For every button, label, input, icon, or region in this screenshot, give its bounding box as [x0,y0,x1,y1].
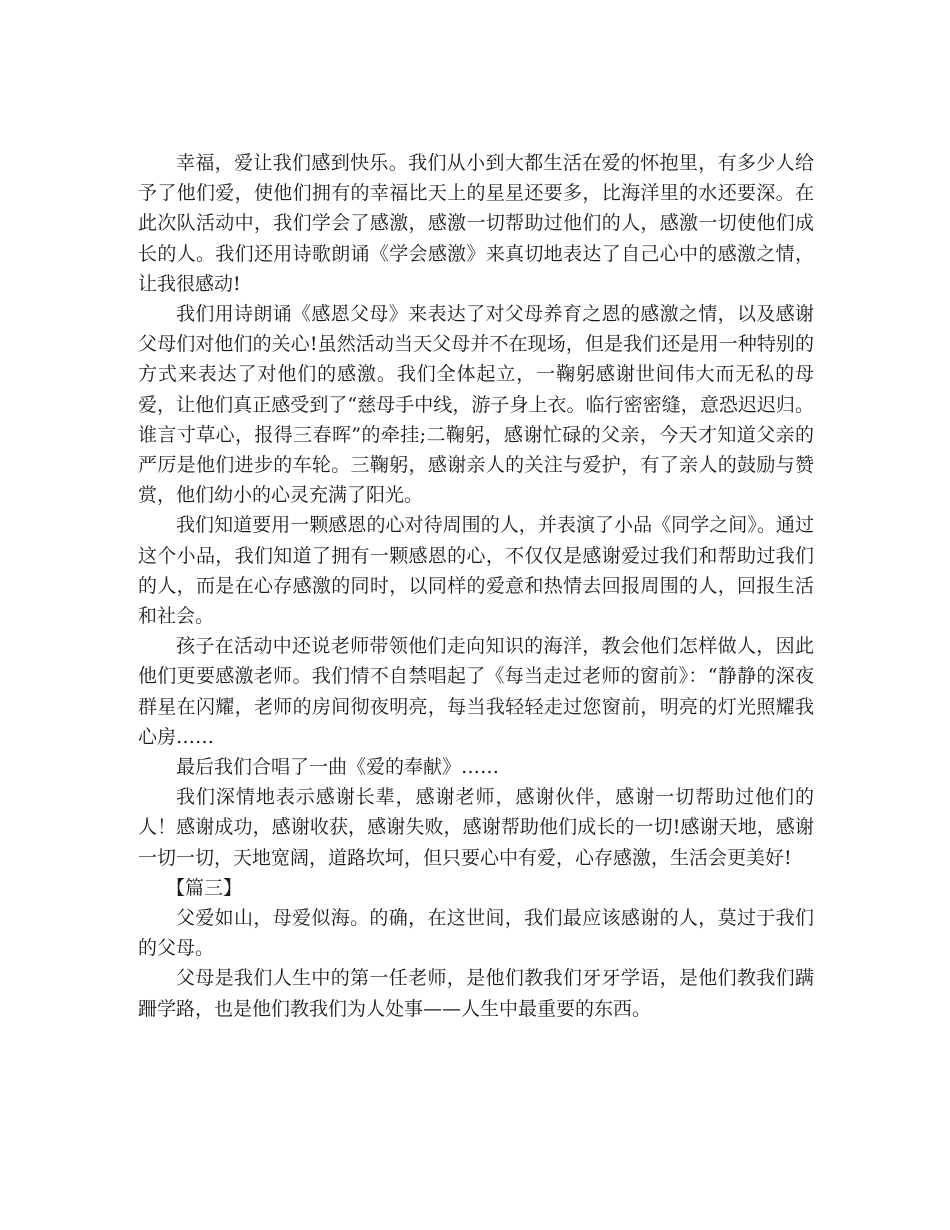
paragraph-1: 幸福，爱让我们感到快乐。我们从小到大都生活在爱的怀抱里，有多少人给予了他们爱，使他们拥有的幸福比天上的星星还要多，比海洋里的水还要深。在此次队活动中，我们学会了感激，感激一切帮助过他们的人，感激一切使他们成长的人。我们还用诗歌朗诵《学会感激》来真切地表达了自己心中的感激之情，让我很感动! [138,152,814,295]
paragraph-7: 父爱如山，母爱似海。的确，在这世间，我们最应该感谢的人，莫过于我们的父母。 [138,907,814,960]
paragraph-4: 孩子在活动中还说老师带领他们走向知识的海洋，教会他们怎样做人，因此他们更要感激老师。我们情不自禁唱起了《每当走过老师的窗前》：“静静的深夜群星在闪耀，老师的房间彻夜明亮，每当我轻轻走过您窗前，明亮的灯光照耀我心房…… [138,635,814,748]
paragraph-8: 父母是我们人生中的第一任老师，是他们教我们牙牙学语，是他们教我们蹒跚学路，也是他们教我们为人处事——人生中最重要的东西。 [138,967,814,1020]
document-body [138,148,814,1024]
paragraph-6: 我们深情地表示感谢长辈，感谢老师，感谢伙伴，感谢一切帮助过他们的人！感谢成功，感谢收获，感谢失败，感谢帮助他们成长的一切!感谢天地，感谢一切一切，天地宽阔，道路坎坷，但只要心中有爱，心存感激，生活会更美好! [138,786,814,869]
paragraph-3: 我们知道要用一颗感恩的心对待周围的人，并表演了小品《同学之间》。通过这个小品，我们知道了拥有一颗感恩的心，不仅仅是感谢爱过我们和帮助过我们的人，而是在心存感激的同时，以同样的爱意和热情去回报周围的人，回报生活和社会。 [138,514,814,628]
section-heading: 【篇三】 [166,876,243,899]
paragraph-2: 我们用诗朗诵《感恩父母》来表达了对父母养育之恩的感激之情，以及感谢父母们对他们的关心!虽然活动当天父母并不在现场，但是我们还是用一种特别的方式来表达了对他们的感激。我们全体起立，一鞠躬感谢世间伟大而无私的母爱，让他们真正感受到了“慈母手中线，游子身上衣。临行密密缝，意恐迟迟归。谁言寸草心，报得三春晖”的牵挂;二鞠躬，感谢忙碌的父亲，今天才知道父亲的严厉是他们进步的车轮。三鞠躬，感谢亲人的关注与爱护，有了亲人的鼓励与赞赏，他们幼小的心灵充满了阳光。 [138,303,814,507]
paragraph-5: 最后我们合唱了一曲《爱的奉献》…… [176,756,500,779]
